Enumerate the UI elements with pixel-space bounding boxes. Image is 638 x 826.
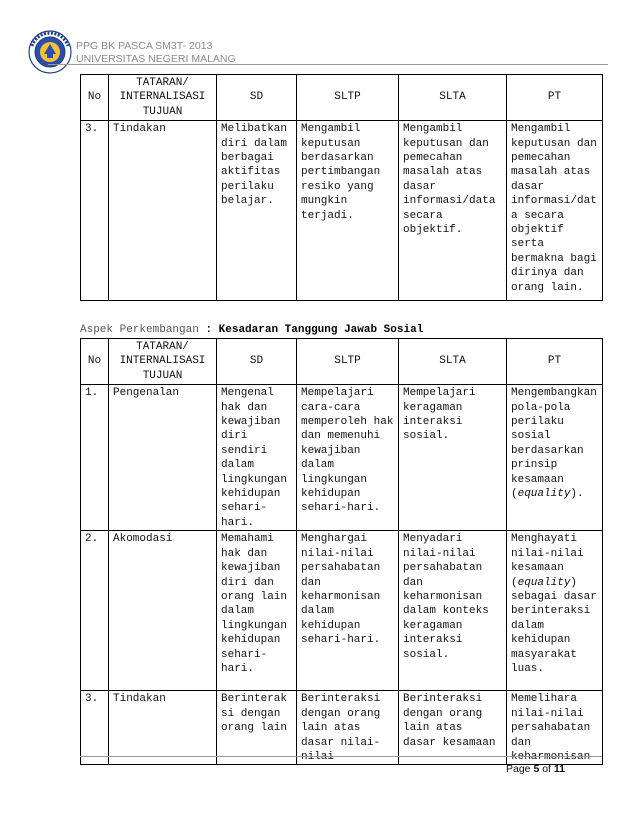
header-line-1: PPG BK PASCA SM3T- 2013 (76, 40, 213, 52)
footer-divider (80, 756, 602, 757)
cell-slta: Menyadari nilai-nilai persahabatan dan keharmonisan dalam konteks keragaman interaksi sosial. (399, 531, 507, 691)
col-sltp: SLTP (297, 75, 399, 121)
cell-sltp: Menghargai nilai-nilai persahabatan dan keharmonisan dalam kehidupan sehari-hari. (297, 531, 399, 691)
cell-sd: Mengenal hak dan kewajiban diri sendiri dalam lingkungan kehidupan sehari-hari. (217, 385, 297, 531)
cell-tujuan: Pengenalan (109, 385, 217, 531)
page-header (28, 30, 608, 66)
col-sltp: SLTP (297, 339, 399, 385)
col-slta: SLTA (399, 75, 507, 121)
table-row (81, 691, 603, 765)
cell-tujuan: Tindakan (109, 691, 217, 765)
table-row (81, 531, 603, 691)
aspect-label: Aspek Perkembangan (80, 324, 199, 336)
footer-of-word: of (542, 763, 551, 775)
table-header-row (81, 339, 603, 385)
cell-sltp: Mempelajari cara-cara memperoleh hak dan memenuhi kewajiban dalam lingkungan kehidupan sehari-hari. (297, 385, 399, 531)
cell-no: 3. (81, 121, 109, 301)
aspect-value: Kesadaran Tanggung Jawab Sosial (218, 324, 424, 336)
footer-page-total: 11 (553, 763, 566, 775)
aspect-heading (80, 324, 423, 336)
col-tataran: TATARAN/ INTERNALISASI TUJUAN (109, 75, 217, 121)
university-logo-icon (28, 30, 72, 74)
cell-pt-italic: equality (517, 488, 571, 501)
table-row (81, 121, 603, 301)
cell-pt-text-end: ) sebagai dasar berinteraksi dalam kehidupan masyarakat luas. (511, 576, 597, 675)
table-kesadaran-tanggung-jawab-sosial (80, 338, 603, 765)
footer-page-number: 5 (533, 763, 540, 775)
col-slta: SLTA (399, 339, 507, 385)
cell-pt-italic: equality (517, 576, 571, 589)
page-footer (506, 763, 565, 775)
header-text (76, 40, 236, 66)
cell-sd: Memahami hak dan kewajiban diri dan orang lain dalam lingkungan kehidupan sehari-hari. (217, 531, 297, 691)
cell-pt-text: Memelihara nilai-nilai persahabatan dan keharmonisan (511, 693, 591, 763)
cell-pt (507, 385, 603, 531)
cell-no: 2. (81, 531, 109, 691)
cell-tujuan: Tindakan (109, 121, 217, 301)
cell-sd: Melibatkan diri dalam berbagai aktifitas perilaku belajar. (217, 121, 297, 301)
cell-pt-text-end: ). (570, 488, 584, 501)
cell-sltp: Berinteraksi dengan orang lain atas dasar nilai-nilai (297, 691, 399, 765)
cell-pt-text: Menghayati nilai-nilai kesamaan ( (511, 533, 584, 589)
cell-pt: Mengambil keputusan dan pemecahan masalah atas dasar informasi/data secara objektif serta bermakna bagi dirinya dan orang lain. (507, 121, 603, 301)
footer-page-word: Page (506, 763, 531, 775)
cell-pt (507, 691, 603, 765)
cell-slta: Mengambil keputusan dan pemecahan masalah atas dasar informasi/data secara objektif. (399, 121, 507, 301)
cell-slta: Berinteraksi dengan orang lain atas dasar kesamaan (399, 691, 507, 765)
col-pt: PT (507, 75, 603, 121)
cell-pt (507, 531, 603, 691)
col-pt: PT (507, 339, 603, 385)
cell-sltp: Mengambil keputusan berdasarkan pertimbangan resiko yang mungkin terjadi. (297, 121, 399, 301)
col-tataran: TATARAN/ INTERNALISASI TUJUAN (109, 339, 217, 385)
header-line-2: UNIVERSITAS NEGERI MALANG (76, 53, 236, 65)
col-no: No (81, 75, 109, 121)
header-divider (48, 64, 608, 65)
col-sd: SD (217, 75, 297, 121)
table-row (81, 385, 603, 531)
cell-no: 3. (81, 691, 109, 765)
col-sd: SD (217, 339, 297, 385)
table-header-row (81, 75, 603, 121)
col-no: No (81, 339, 109, 385)
cell-tujuan: Akomodasi (109, 531, 217, 691)
table-aspect-previous (80, 74, 603, 301)
cell-slta: Mempelajari keragaman interaksi sosial. (399, 385, 507, 531)
cell-no: 1. (81, 385, 109, 531)
aspect-separator: : (205, 324, 213, 336)
cell-pt-text: Mengembangkan pola-pola perilaku sosial berdasarkan prinsip kesamaan ( (511, 387, 597, 501)
cell-sd: Berinteraksi dengan orang lain (217, 691, 297, 765)
